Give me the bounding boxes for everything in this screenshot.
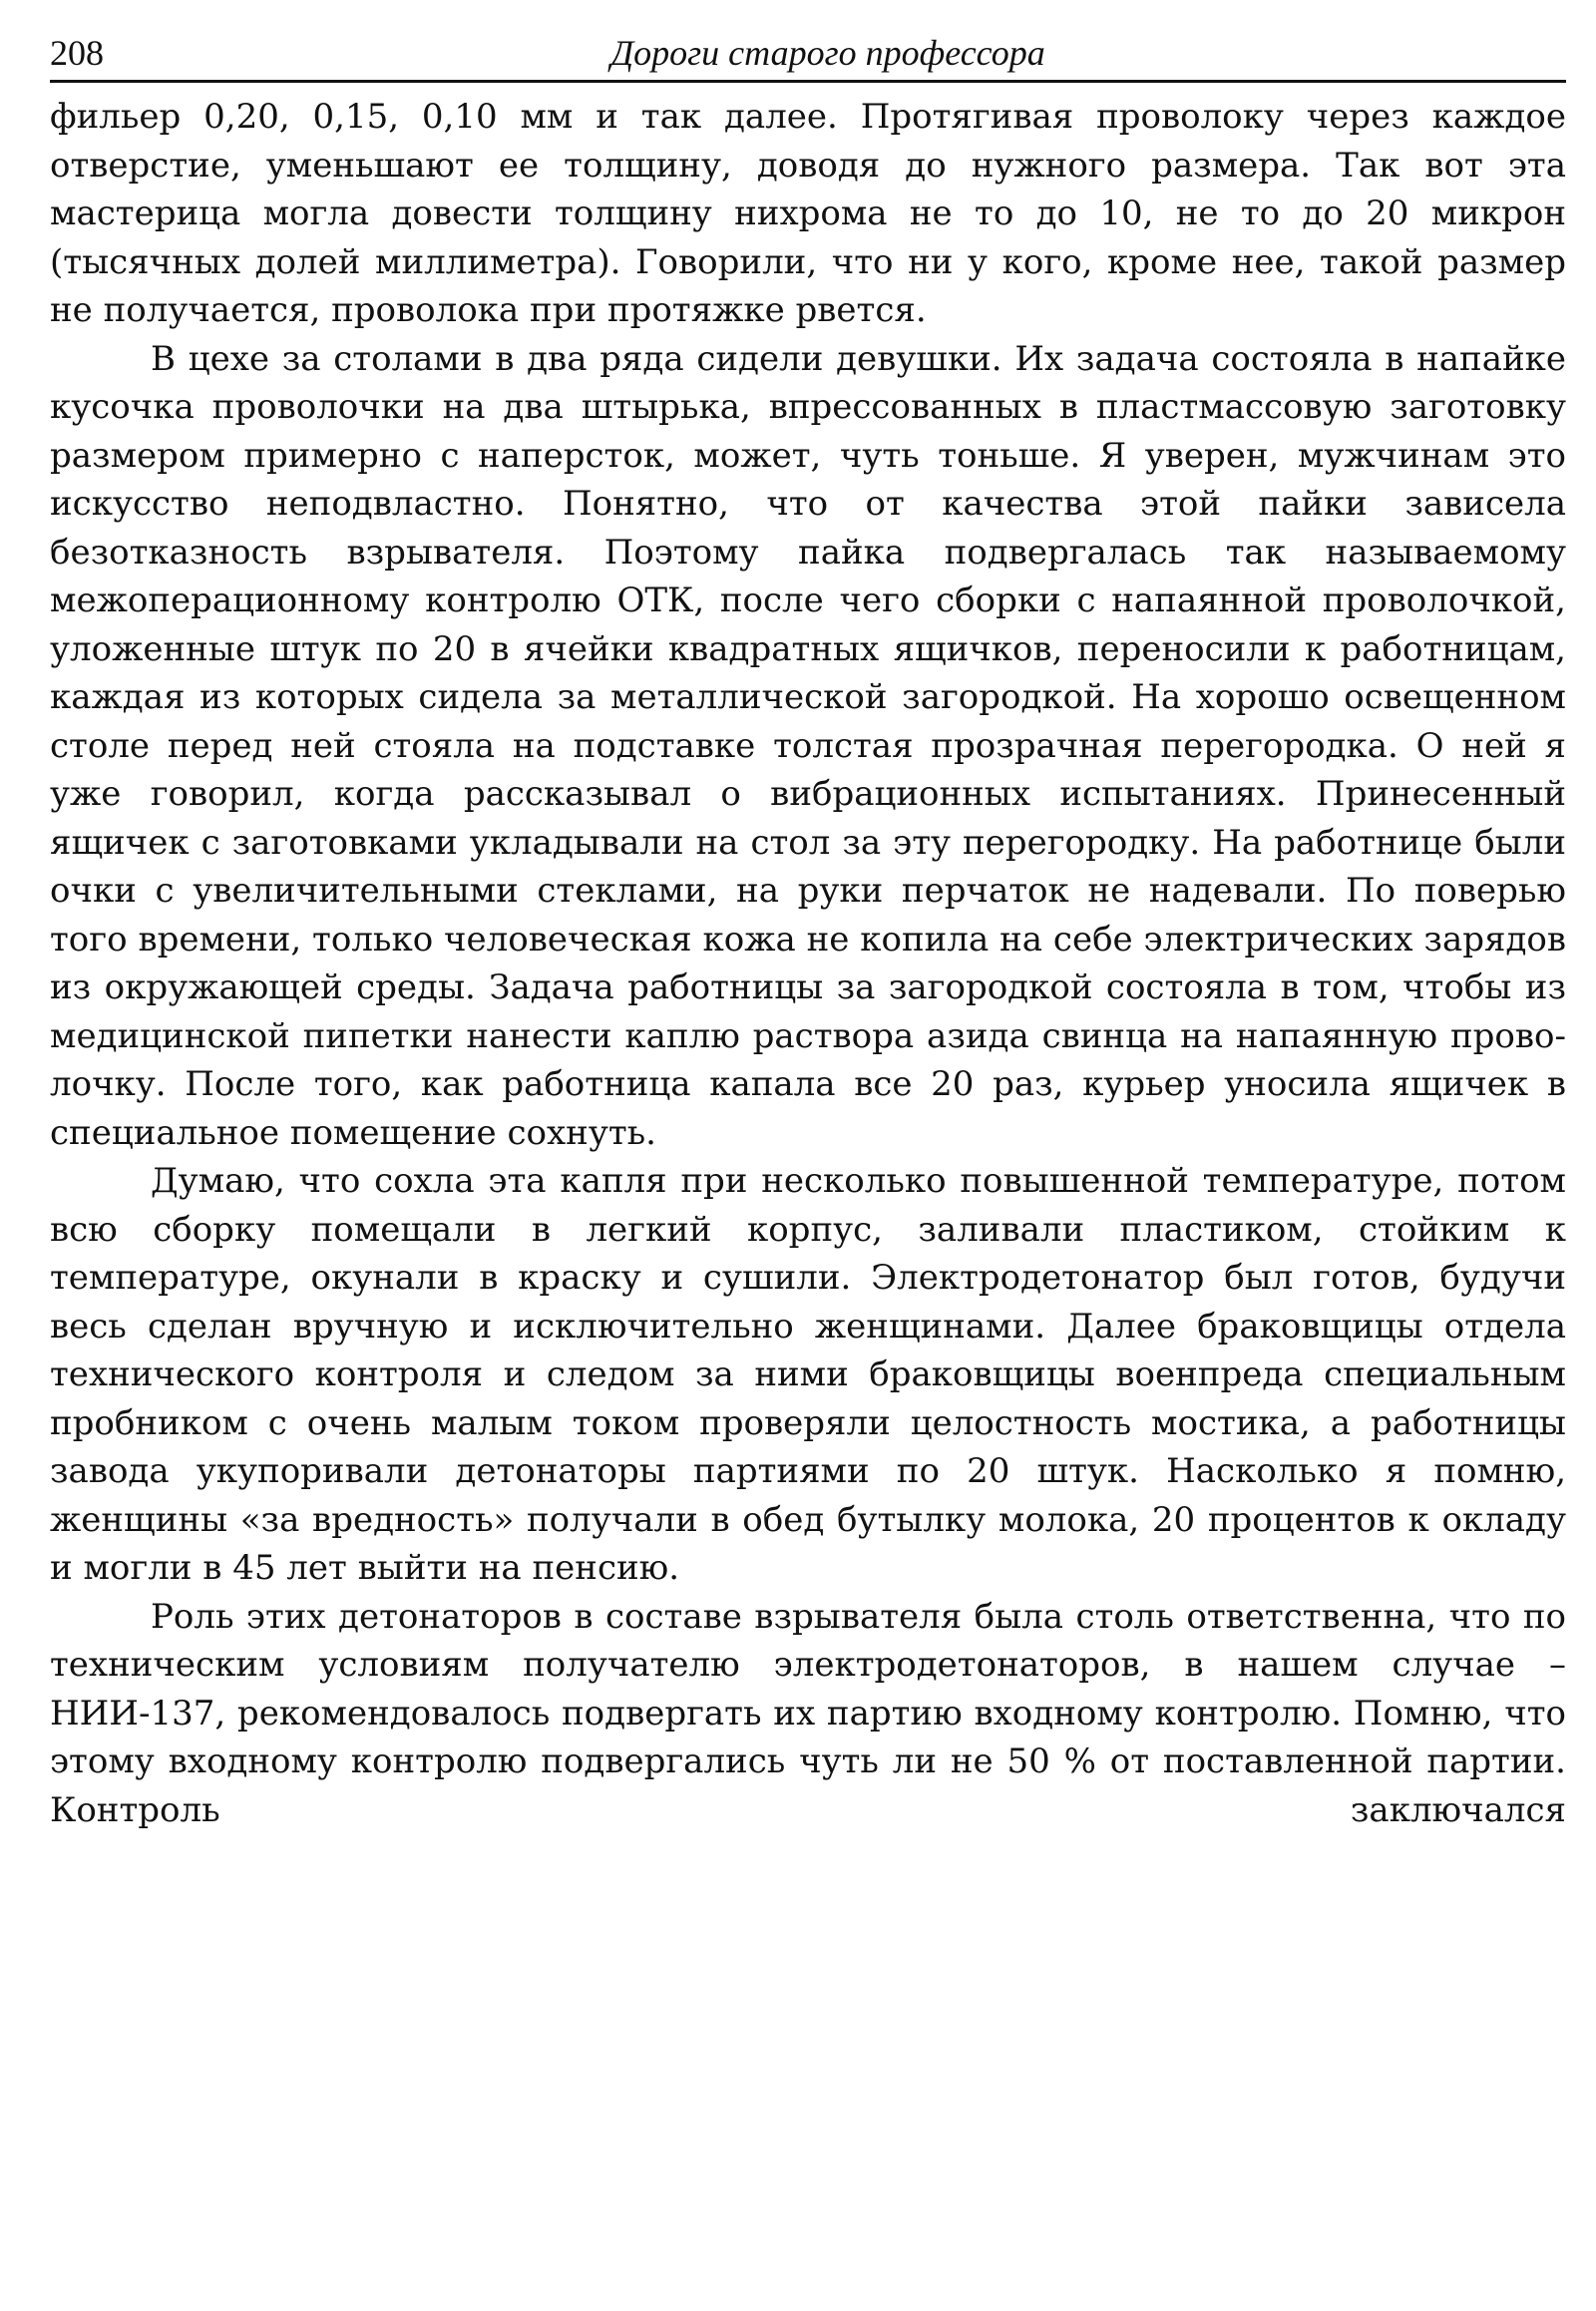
paragraph: Думаю, что сохла эта капля при несколько повышенной температуре, потом всю сборку помещали в легкий корпус, заливали пластиком, стойким к температуре, окунали в краску и сушили. Электродетонатор был готов, будучи весь сделан вручную и исключительно женщинами. Далее браковщицы отдела технического контроля и следом за ними браковщицы военпреда специальным пробником с очень малым током проверяли целостность мостика, а работницы завода укупоривали детонаторы партиями по 20 штук. Насколько я помню, женщины «за вредность» получали в обед бутылку молока, 20 процентов к окладу и могли в 45 лет выйти на пенсию. bbox=[50, 1161, 1566, 1588]
paragraph-continued: фильер 0,20, 0,15, 0,10 мм и так далее. Протягивая проволоку через каждое отверстие, уменьшают ее толщину, доводя до нужного размера. Так вот эта мастерица могла довести толщину нихрома не то до 10, не то до 20 микрон (тысячных долей миллиметра). Говорили, что ни у кого, кроме нее, такой размер не получается, проволока при протяжке рвется. bbox=[50, 97, 1566, 330]
running-head bbox=[50, 28, 1566, 83]
body-text bbox=[50, 93, 1566, 1834]
page-number: 208 bbox=[50, 33, 104, 73]
paragraph: В цехе за столами в два ряда сидели девушки. Их задача состояла в напайке кусочка проволочки на два штырька, впрессованных в пластмассовую заготовку размером примерно с наперсток, может, чуть тоньше. Я уверен, мужчинам это искусство неподвластно. Понятно, что от качества этой пайки зависела безотказность взрывателя. Поэтому пайка подвергалась так называемому межоперационному контролю ОТК, после чего сборки с напаянной проволочкой, уложенные штук по 20 в ячейки квадратных ящичков, переносили к работницам, каждая из которых сидела за металлической загородкой. На хорошо освещенном столе перед ней стояла на подставке толстая прозрачная перегородка. О ней я уже говорил, когда рассказывал о вибрационных испытаниях. Принесенный ящичек с заготовками укладывали на стол за эту перегородку. На работнице были очки с увеличительными стеклами, на руки перчаток не надевали. По поверью того времени, только человеческая кожа не копила на себе электрических зарядов из окружающей среды. Задача работницы за загородкой состояла в том, чтобы из медицинской пипетки нанести каплю раствора азида свинца на напаянную проволочку. После того, как работница капала все 20 раз, курьер уносила ящичек в специальное помещение сохнуть. bbox=[50, 338, 1566, 1153]
paragraph: Роль этих детонаторов в составе взрывателя была столь ответственна, что по техническим условиям получателю электродетонаторов, в нашем случае – НИИ-137, рекомендовалось подвергать их партию входному контролю. Помню, что этому входному контролю подвергались чуть ли не 50 % от поставленной партии. Контроль заключался bbox=[50, 1596, 1566, 1830]
book-page bbox=[50, 28, 1566, 1834]
book-title: Дороги старого профессора bbox=[610, 33, 1045, 73]
